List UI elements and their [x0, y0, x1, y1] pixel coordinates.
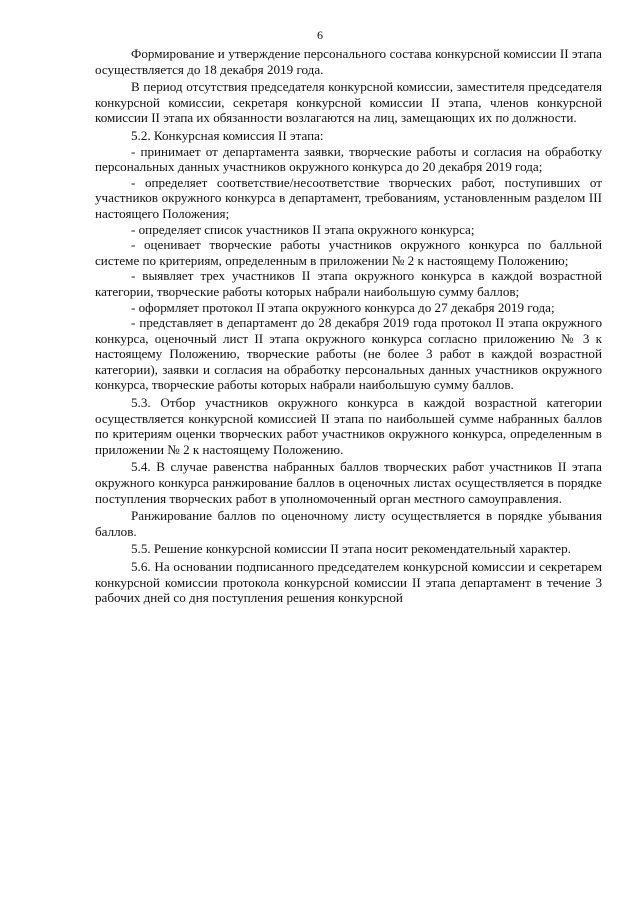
list-item-submits: - представляет в департамент до 28 декабря 2019 года протокол II этапа окружного конкурса, оценочный лист II этапа окружного конкурса согласно приложению № 3 к настоящему Положению, творческие работы (не более 3 работ в каждой возрастной категории), заявки и согласия на обработку персональных данных участников окружного конкурса, творческие работы которых набрали наибольшую сумму баллов.	[95, 315, 602, 393]
list-item-determines-list: - определяет список участников II этапа окружного конкурса;	[131, 221, 475, 237]
list-item-identifies: - выявляет трех участников II этапа окружного конкурса в каждой возрастной категории, творческие работы которых набрали наибольшую сумму баллов;	[95, 268, 602, 299]
list-item-evaluates: - оценивает творческие работы участников окружного конкурса по балльной системе по критериям, определенным в приложении № 2 к настоящему Положению;	[95, 237, 602, 268]
list-item-accepts: - принимает от департамента заявки, творческие работы и согласия на обработку персональных данных участников окружного конкурса до 20 декабря 2019 года;	[95, 143, 602, 175]
section-5-5: 5.5. Решение конкурсной комиссии II этапа носит рекомендательный характер.	[131, 541, 571, 557]
list-item-draws-protocol: - оформляет протокол II этапа окружного конкурса до 27 декабря 2019 года;	[131, 299, 555, 315]
paragraph-absence-duties: В период отсутствия председателя конкурсной комиссии, заместителя председателя конкурсной комиссии, секретаря конкурсной комиссии II этапа, членов конкурсной комиссии II этапа их обязанности возлагаются на лиц, замещающих их по должности.	[95, 79, 602, 126]
section-5-6: 5.6. На основании подписанного председателем конкурсной комиссии и секретарем конкурсной комиссии протокола конкурсной комиссии II этапа департамент в течение 3 рабочих дней со дня поступления решения конкурсной	[95, 559, 602, 606]
list-item-determines-compliance: - определяет соответствие/несоответствие творческих работ, поступивших от участников окружного конкурса в департамент, требованиям, установленным разделом III настоящего Положения;	[95, 174, 602, 221]
page-number: 6	[317, 28, 323, 42]
document-body	[95, 46, 602, 606]
section-5-3: 5.3. Отбор участников окружного конкурса в каждой возрастной категории осуществляется конкурсной комиссией II этапа по наибольшей сумме набранных баллов по критериям оценки творческих работ участников окружного конкурса, определенным в приложении № 2 к настоящему Положению.	[95, 395, 602, 457]
paragraph-ranking: Ранжирование баллов по оценочному листу осуществляется в порядке убывания баллов.	[95, 508, 602, 539]
section-5-4: 5.4. В случае равенства набранных баллов творческих работ участников II этапа окружного конкурса ранжирование баллов в оценочных листах осуществляется в порядке поступления творческих работ в уполномоченный орган местного самоуправления.	[95, 459, 602, 506]
section-5-2-heading: 5.2. Конкурсная комиссия II этапа:	[131, 127, 324, 143]
paragraph-commission-formation: Формирование и утверждение персонального состава конкурсной комиссии II этапа осуществляется до 18 декабря 2019 года.	[95, 46, 602, 77]
